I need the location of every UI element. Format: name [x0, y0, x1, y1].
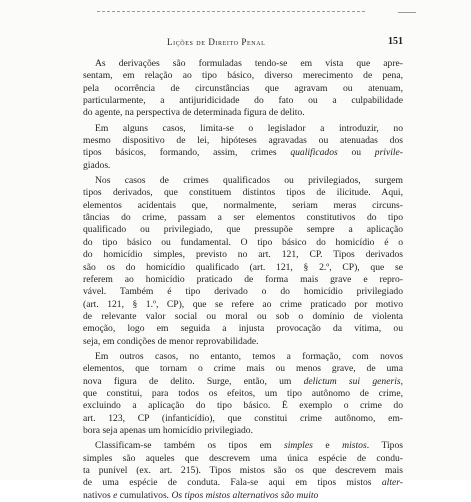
- text-run: (art. 121, § 1.º, CP), que se refere ao crime praticado por motivo: [83, 298, 403, 310]
- text-run: particularmente, a antijuridicidade do fato ou a culpabilidade: [83, 95, 403, 107]
- text-run: do agente, na perspectiva de determinada figura de delito.: [83, 107, 305, 119]
- text-line: [83, 224, 403, 236]
- text-line: [83, 187, 403, 199]
- italic-text: alter-: [381, 477, 403, 489]
- text-line: [83, 147, 403, 159]
- text-run: e: [312, 440, 343, 452]
- page-number: 151: [388, 36, 403, 47]
- text-run: referem ao homicídio praticado de forma mais grave e repro-: [83, 273, 403, 285]
- text-run: Em outros casos, no entanto, temos a formação, com novos: [95, 350, 403, 362]
- text-run: As derivações são formuladas tendo-se em vista que apre-: [95, 58, 403, 69]
- text-run: nova figura de delito. Surge, então, um: [83, 375, 304, 387]
- text-line: [83, 274, 403, 286]
- text-run: de relevante valor social ou moral ou sob o domínio de violenta: [83, 310, 403, 322]
- text-run: sentam, em relação ao tipo básico, diverso merecimento de pena,: [83, 70, 403, 82]
- italic-text: qualificados: [290, 147, 338, 159]
- text-run: tipos derivados, que constituem distintos tipos de ilicitude. Aqui,: [83, 187, 403, 199]
- paragraph: [83, 123, 403, 172]
- text-run: ou: [337, 147, 375, 159]
- text-line: [83, 249, 403, 261]
- text-run: nativos: [83, 489, 111, 501]
- text-line: [83, 175, 403, 187]
- text-line: [83, 477, 403, 489]
- text-line: [83, 58, 403, 70]
- text-line: [83, 135, 403, 147]
- text-line: [83, 363, 403, 375]
- italic-text: simples: [284, 440, 313, 452]
- text-line: [83, 200, 403, 212]
- text-run: pela ocorrência de circunstâncias que agravam ou atenuam,: [83, 82, 403, 94]
- text-run: do tipo básico ou fundamental. O tipo básico do homicídio é o: [83, 236, 403, 248]
- text-line: [83, 465, 403, 477]
- text-line: [83, 299, 403, 311]
- text-line: [83, 323, 403, 335]
- text-run: que constitui, para todos os efeitos, um tipo autônomo de crime,: [83, 387, 403, 399]
- text-line: [83, 107, 403, 119]
- text-line: [83, 286, 403, 298]
- text-run: simples são aqueles que descrevem uma única espécie de condu-: [83, 452, 403, 464]
- italic-text: e: [110, 489, 120, 501]
- text-run: tâncias do crime, passam a ser elementos constitutivos do tipo: [83, 212, 403, 224]
- text-line: [83, 490, 403, 502]
- italic-text: .: [108, 159, 111, 171]
- text-run: são os do homicídio qualificado (art. 121, § 2.º, CP), que se: [83, 261, 403, 273]
- text-run: de uma espécie de conduta. Fala-se aqui em tipos mistos: [83, 477, 382, 489]
- text-run: tipos básicos, formando, assim, crimes: [83, 147, 291, 159]
- text-line: [83, 440, 403, 452]
- text-line: [83, 351, 403, 363]
- text-run: Nos casos de crimes qualificados ou privilegiados, surgem: [95, 175, 403, 187]
- paragraph: [83, 175, 403, 348]
- text-line: [83, 123, 403, 135]
- text-run: giados: [83, 159, 109, 171]
- text-line: [83, 311, 403, 323]
- text-run: vável. Também é tipo derivado o do homicídio privilegiado: [83, 286, 403, 298]
- italic-text: mistos: [342, 440, 367, 452]
- text-run: ,: [400, 375, 403, 387]
- text-run: excluindo a aplicação do tipo básico. É exemplo o crime do: [83, 400, 403, 412]
- text-line: [83, 70, 403, 82]
- text-run: emoção, logo em seguida a injusta provocação da vítima, ou: [83, 323, 403, 335]
- text-line: [83, 376, 403, 388]
- italic-text: privile-: [374, 147, 403, 159]
- text-run: bora seja apenas um homicídio privilegiado.: [83, 424, 253, 436]
- text-run: Classificam-se também os tipos em: [95, 440, 285, 452]
- text-run: Em alguns casos, limita-se o legislador a introduzir, no: [95, 122, 403, 134]
- top-edge-rule-short: [398, 12, 416, 13]
- text-line: [83, 83, 403, 95]
- paragraph: [83, 58, 403, 120]
- running-title: Lições de Direito Penal: [167, 37, 266, 47]
- italic-text: . Os tipos mistos alternativos são muito: [166, 489, 319, 501]
- text-line: [83, 262, 403, 274]
- text-run: elementos, que tornam o crime mais ou menos grave, de uma: [83, 363, 403, 375]
- text-run: elementos acidentais que, normalmente, seriam meras circuns-: [83, 199, 403, 211]
- text-run: art. 123, CP (infanticídio), que constitui crime autônomo, em-: [83, 412, 403, 424]
- text-line: [83, 453, 403, 465]
- text-line: [83, 413, 403, 425]
- text-line: [83, 160, 403, 172]
- text-line: [83, 425, 403, 437]
- paragraph: [83, 351, 403, 437]
- page-header: [0, 37, 471, 51]
- italic-text: delictum sui generis: [303, 375, 401, 387]
- text-run: mesmo dispositivo de lei, hipóteses agravadas ou atenuadas dos: [83, 135, 403, 147]
- text-line: [83, 400, 403, 412]
- text-run: seja, em condições de menor reprovabilidade.: [83, 335, 259, 347]
- text-run: cumulativos: [119, 489, 167, 501]
- text-run: qualificado ou privilegiado, que pressupõe sempre a aplicação: [83, 224, 403, 236]
- text-line: [83, 212, 403, 224]
- text-line: [83, 237, 403, 249]
- text-run: . Tipos: [366, 440, 403, 452]
- body-text: [83, 58, 403, 502]
- text-run: ta punível (ex. art. 215). Tipos mistos são os que descrevem mais: [83, 465, 403, 476]
- top-edge-rule: [97, 11, 365, 12]
- text-run: do homicídio simples, previsto no art. 121, CP. Tipos derivados: [83, 249, 403, 261]
- paragraph: [83, 440, 403, 502]
- text-line: [83, 336, 403, 348]
- text-line: [83, 388, 403, 400]
- text-line: [83, 95, 403, 107]
